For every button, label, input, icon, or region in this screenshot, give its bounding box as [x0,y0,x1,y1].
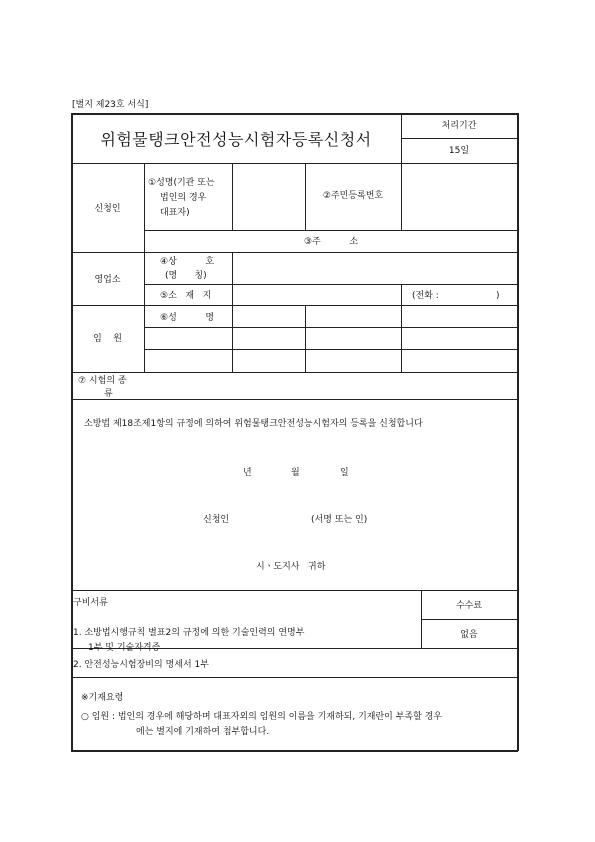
divider [144,163,145,373]
rrn-label: ②주민등록번호 [322,191,384,201]
divider [71,163,518,164]
test-type-label-2: 류 [104,389,113,399]
divider [144,327,518,328]
frame-bottom [71,750,518,752]
fee-value: 없음 [460,630,478,640]
signature-applicant: 신청인 [203,515,230,525]
divider [401,305,402,373]
divider [232,252,233,305]
phone-label: (전화 : ) [412,291,500,301]
form-tag: [별지 제23호 서식] [72,100,149,110]
location-label: ⑤소 재 지 [160,291,212,301]
divider [71,399,518,400]
divider [71,677,518,678]
date-month: 월 [291,468,300,478]
divider [401,163,402,230]
business-label: 영업소 [94,275,121,285]
date-year: 년 [243,468,252,478]
trade-name-sub: (명 칭) [165,271,207,281]
processing-label: 처리기간 [441,121,477,131]
frame-right [517,113,519,751]
divider [401,138,518,139]
notes-line-1: ○ 임원 : 법인의 경우에 해당하며 대표자외의 임원의 이름을 기재하되, 기재란이 부족할 경우 [81,712,443,722]
name-label-2: 법인의 경우 [160,193,207,203]
divider [71,252,518,253]
frame-top [71,113,518,115]
address-label: ③주 소 [303,237,359,247]
form-title: 위험물탱크안전성능시험자등록신청서 [100,130,372,149]
notes-header: ※기재요령 [81,693,124,703]
document-item-2: 2. 안전성능시험장비의 명세서 1부 [73,660,209,670]
document-item-1-cont: 1부 및 기술자격증 [88,643,161,653]
officer-name-label: ⑥성 명 [160,313,215,323]
date-day: 일 [340,468,349,478]
name-label-1: ①성명(기관 또는 [148,178,215,188]
test-type-label: ⑦ 시험의 종 [78,376,127,386]
trade-name-label: ④상 호 [160,257,215,267]
officers-label: 임 원 [93,334,122,344]
signature-sign: (서명 또는 인) [311,515,368,525]
divider [144,349,518,350]
divider [232,305,233,373]
documents-header: 구비서류 [73,598,108,608]
notes-line-2: 에는 별지에 기재하여 첨부합니다. [136,727,270,737]
divider [144,284,518,285]
divider [71,590,518,591]
divider [71,372,518,373]
fee-label: 수수료 [455,601,483,611]
divider [144,230,518,231]
applicant-label: 신청인 [94,204,121,214]
name-label-3: 대표자) [160,208,190,218]
divider [71,305,518,306]
divider [421,619,518,620]
statement: 소방법 제18조제1항의 규정에 의하여 위험물탱크안전성능시험자의 등록을 신청합니다 [84,419,423,429]
divider [401,284,402,305]
recipient: 시ㆍ도지사 귀하 [256,562,326,572]
document-item-1: 1. 소방법시행규칙 별표2의 규정에 의한 기술인력의 연명부 [73,628,305,638]
processing-value: 15일 [448,146,470,156]
divider [232,163,233,230]
divider [305,305,306,373]
